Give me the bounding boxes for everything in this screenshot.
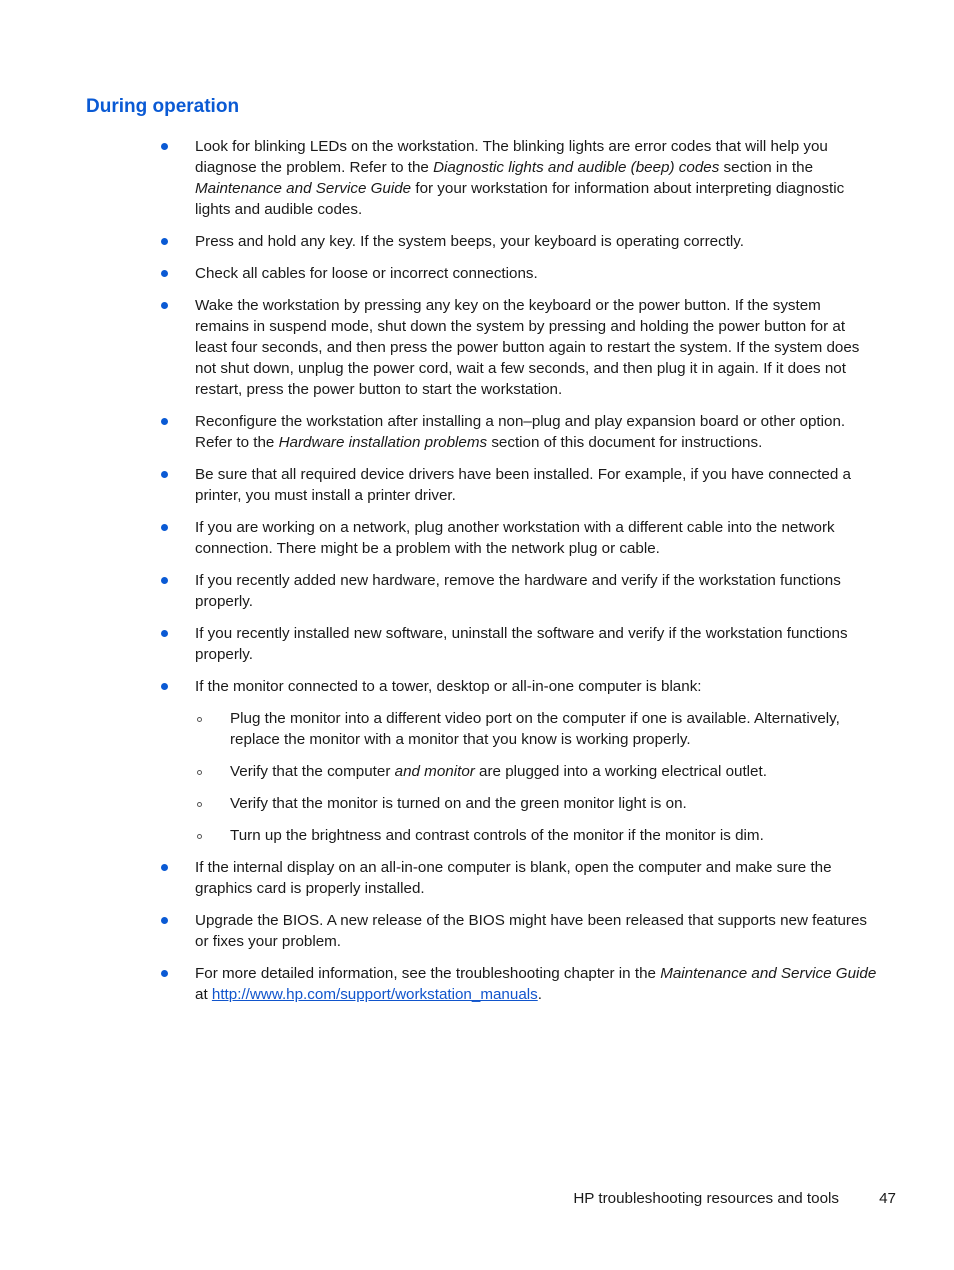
circle-bullet-icon xyxy=(197,717,202,722)
bullet-icon xyxy=(161,917,168,924)
item-text: Plug the monitor into a different video port on the computer if one is available. Alternatively, replace the monitor with a monitor that you know is working properly. xyxy=(230,710,840,748)
item-text: Turn up the brightness and contrast controls of the monitor if the monitor is dim. xyxy=(230,827,764,844)
sub-list-item xyxy=(195,825,878,846)
item-text: section of this document for instructions. xyxy=(487,434,763,451)
troubleshooting-list xyxy=(0,136,954,1016)
bullet-icon xyxy=(161,143,168,150)
item-text: Be sure that all required device drivers have been installed. For example, if you have connected a printer, you must install a printer driver. xyxy=(195,466,851,504)
item-text: If you recently added new hardware, remove the hardware and verify if the workstation functions properly. xyxy=(195,572,841,610)
list-item xyxy=(0,517,954,559)
item-text: at xyxy=(195,986,212,1003)
item-emphasis: Maintenance and Service Guide xyxy=(660,965,877,982)
item-emphasis: Hardware installation problems xyxy=(278,434,488,451)
item-text: are plugged into a working electrical outlet. xyxy=(474,763,767,780)
item-text: Upgrade the BIOS. A new release of the BIOS might have been released that supports new features or fixes your problem. xyxy=(195,912,868,950)
item-text: . xyxy=(537,986,542,1003)
item-text: Wake the workstation by pressing any key on the keyboard or the power button. If the system remains in suspend mode, shut down the system by pressing and holding the power button for at least four seconds, and then press the power button again to restart the system. If the system does not shut down, unplug the power cord, wait a few seconds, and then plug it in again. If it does not restart, press the power button to start the workstation. xyxy=(195,297,860,398)
sub-list-item xyxy=(195,793,878,814)
item-text: Verify that the computer xyxy=(230,763,395,780)
item-text: Press and hold any key. If the system beeps, your keyboard is operating correctly. xyxy=(195,233,744,250)
bullet-icon xyxy=(161,471,168,478)
item-emphasis: Maintenance and Service Guide xyxy=(195,180,412,197)
circle-bullet-icon xyxy=(197,802,202,807)
bullet-icon xyxy=(161,418,168,425)
item-emphasis: Diagnostic lights and audible (beep) codes xyxy=(433,159,720,176)
list-item xyxy=(0,136,954,220)
sub-list-item xyxy=(195,708,878,750)
item-text: for your workstation for information about interpreting diagnostic lights and audible codes. xyxy=(195,180,845,218)
item-text: If the monitor connected to a tower, desktop or all-in-one computer is blank: xyxy=(195,678,702,695)
list-item xyxy=(0,411,954,453)
bullet-icon xyxy=(161,238,168,245)
list-item xyxy=(0,263,954,284)
workstation-manuals-link[interactable]: http://www.hp.com/support/workstation_manuals xyxy=(211,986,538,1003)
list-item xyxy=(0,857,954,899)
bullet-icon xyxy=(161,302,168,309)
list-item xyxy=(0,295,954,400)
bullet-icon xyxy=(161,270,168,277)
section-heading: During operation xyxy=(86,96,240,117)
footer-title: HP troubleshooting resources and tools xyxy=(573,1190,839,1207)
list-item xyxy=(0,231,954,252)
circle-bullet-icon xyxy=(197,834,202,839)
list-item xyxy=(0,464,954,506)
bullet-icon xyxy=(161,970,168,977)
item-text: For more detailed information, see the troubleshooting chapter in the xyxy=(195,965,661,982)
page-number: 47 xyxy=(879,1190,896,1207)
bullet-icon xyxy=(161,577,168,584)
item-emphasis: and monitor xyxy=(394,763,475,780)
list-item xyxy=(0,963,954,1005)
bullet-icon xyxy=(161,630,168,637)
list-item xyxy=(0,623,954,665)
item-text: If you recently installed new software, uninstall the software and verify if the workstation functions properly. xyxy=(195,625,848,663)
item-text: If the internal display on an all-in-one computer is blank, open the computer and make sure the graphics card is properly installed. xyxy=(195,859,832,897)
item-text: Reconfigure the workstation after installing a non–plug and play expansion board or other option. Refer to the xyxy=(195,413,846,451)
list-item xyxy=(0,570,954,612)
item-text: Look for blinking LEDs on the workstation. The blinking lights are error codes that will help you diagnose the problem. Refer to the xyxy=(195,138,828,176)
bullet-icon xyxy=(161,683,168,690)
list-item xyxy=(0,910,954,952)
monitor-sublist xyxy=(195,708,878,846)
bullet-icon xyxy=(161,524,168,531)
item-text: Verify that the monitor is turned on and the green monitor light is on. xyxy=(230,795,687,812)
list-item xyxy=(0,676,954,846)
item-text: section in the xyxy=(719,159,814,176)
sub-list-item xyxy=(195,761,878,782)
item-text: Check all cables for loose or incorrect connections. xyxy=(195,265,538,282)
bullet-icon xyxy=(161,864,168,871)
circle-bullet-icon xyxy=(197,770,202,775)
item-text: If you are working on a network, plug another workstation with a different cable into the network connection. There might be a problem with the network plug or cable. xyxy=(195,519,835,557)
